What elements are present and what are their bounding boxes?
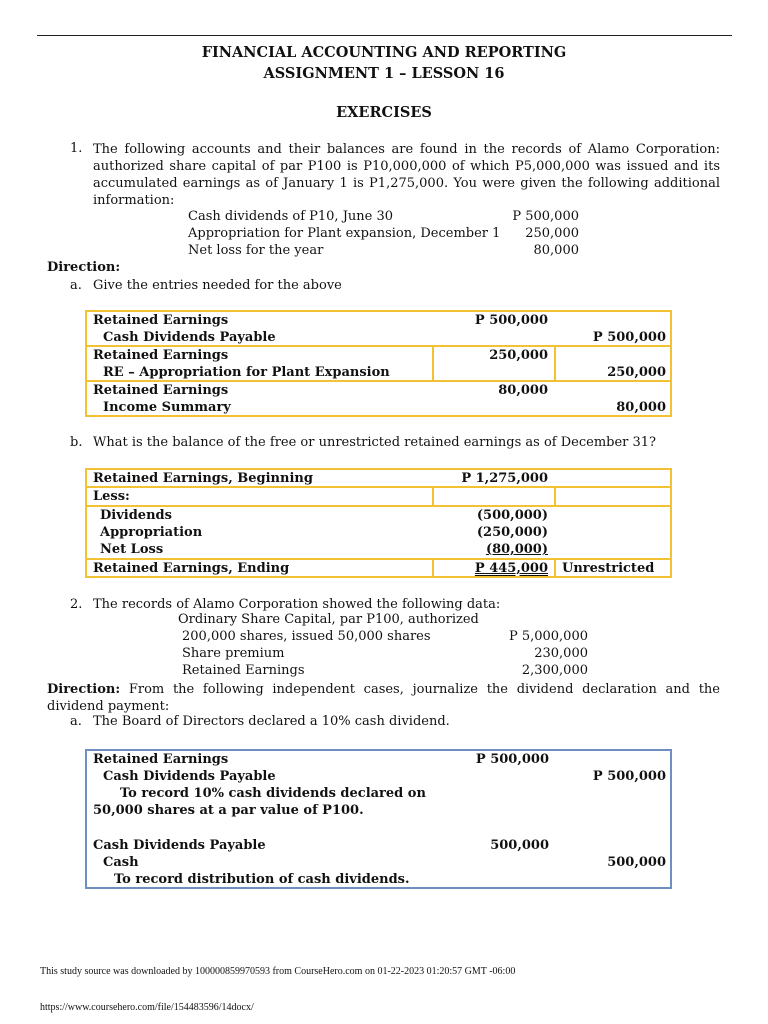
empty-cell [434, 488, 556, 505]
info-label: Net loss for the year [188, 243, 324, 258]
credit-amount: 500,000 [607, 855, 666, 870]
label-cell: Less: [87, 488, 434, 505]
q1b-text: What is the balance of the free or unrestricted retained earnings as of December 31? [93, 435, 657, 450]
download-notice: This study source was downloaded by 100000859970593 from CourseHero.com on 01-22-2023 01:20:57 GMT -06:00 [40, 966, 516, 977]
table-row [85, 558, 672, 578]
label-cell: Retained Earnings, Beginning [93, 471, 313, 486]
info-amount: 80,000 [533, 243, 579, 258]
data-label: Retained Earnings [182, 663, 305, 678]
account-line: Cash Dividends Payable [103, 769, 276, 784]
data-amount: 230,000 [534, 646, 588, 661]
credit-cell: 250,000 [607, 365, 666, 380]
info-label: Cash dividends of P10, June 30 [188, 209, 394, 224]
label-cell: Retained Earnings, Ending [87, 560, 434, 576]
credit-amount: P 500,000 [592, 769, 666, 784]
item-letter: a. [70, 278, 82, 293]
memo-line: To record distribution of cash dividends. [114, 872, 410, 887]
table-row [85, 380, 672, 417]
doc-title: FINANCIAL ACCOUNTING AND REPORTING [201, 44, 567, 61]
q1-text: The following accounts and their balances are found in the records of Alamo Corporation: authorized share capital of par P100 is P10,000,000 of which P5,000,000 was issued and its accumulated earnings as of January 1 is P1,275,000. You were given the following additional information: [93, 142, 720, 208]
q1a-text: Give the entries needed for the above [93, 278, 342, 293]
amount-cell: (500,000) (250,000) (80,000) [476, 508, 548, 557]
empty-cell [556, 488, 670, 505]
debit-cell: 250,000 [434, 347, 556, 380]
source-url[interactable]: https://www.coursehero.com/file/154483596/14docx/ [40, 1002, 254, 1013]
amount-cell: P 1,275,000 [461, 471, 548, 486]
account-cell: Retained Earnings Cash Dividends Payable [93, 313, 276, 345]
data-label: Share premium [182, 646, 285, 661]
empty-cell [556, 470, 670, 486]
dividend-journal-box [85, 749, 672, 889]
account-cell: Retained Earnings Income Summary [93, 383, 231, 415]
table-row [85, 468, 672, 488]
direction-label: Direction: [47, 260, 121, 275]
table-row [85, 345, 672, 382]
q2-number: 2. [70, 597, 83, 612]
top-rule [37, 35, 732, 36]
journal-entries-table [85, 312, 672, 417]
debit-cell: 80,000 [498, 383, 548, 398]
account-line: Retained Earnings [93, 752, 229, 767]
memo-line: 50,000 shares at a par value of P100. [93, 803, 364, 818]
amount-cell: P 445,000 [434, 560, 556, 576]
info-label: Appropriation for Plant expansion, December 1 [188, 226, 501, 241]
memo-line: To record 10% cash dividends declared on [120, 786, 426, 801]
data-amount: P 5,000,000 [508, 629, 588, 644]
data-label: Ordinary Share Capital, par P100, authorized [178, 612, 479, 627]
data-label: 200,000 shares, issued 50,000 shares [182, 629, 431, 644]
label-cell: Dividends Appropriation Net Loss [100, 508, 203, 557]
q1-number: 1. [70, 141, 83, 156]
debit-cell: P 500,000 [474, 313, 548, 328]
table-row [85, 505, 672, 560]
account-line: Cash [103, 855, 139, 870]
debit-amount: P 500,000 [475, 752, 549, 767]
empty-cell [556, 507, 670, 558]
account-cell: Retained Earnings RE – Appropriation for Plant Expansion [87, 347, 434, 380]
debit-amount: 500,000 [490, 838, 549, 853]
q2-direction: Direction: From the following independent cases, journalize the dividend declaration and the dividend payment: [47, 682, 720, 714]
info-amount: P 500,000 [512, 209, 579, 224]
data-amount: 2,300,000 [521, 663, 588, 678]
table-row [85, 486, 672, 507]
account-line: Cash Dividends Payable [93, 838, 266, 853]
retained-earnings-table [85, 470, 672, 578]
credit-cell: P 500,000 [592, 330, 666, 345]
info-amount: 250,000 [525, 226, 579, 241]
q2a-text: The Board of Directors declared a 10% cash dividend. [93, 714, 450, 729]
doc-subtitle: ASSIGNMENT 1 – LESSON 16 [263, 65, 505, 82]
section-heading: EXERCISES [336, 104, 432, 121]
credit-cell: 80,000 [616, 400, 666, 415]
item-letter: b. [70, 435, 83, 450]
note-cell: Unrestricted [562, 561, 655, 576]
table-row [85, 310, 672, 347]
item-letter: a. [70, 714, 82, 729]
q2-text: The records of Alamo Corporation showed the following data: [93, 597, 501, 612]
